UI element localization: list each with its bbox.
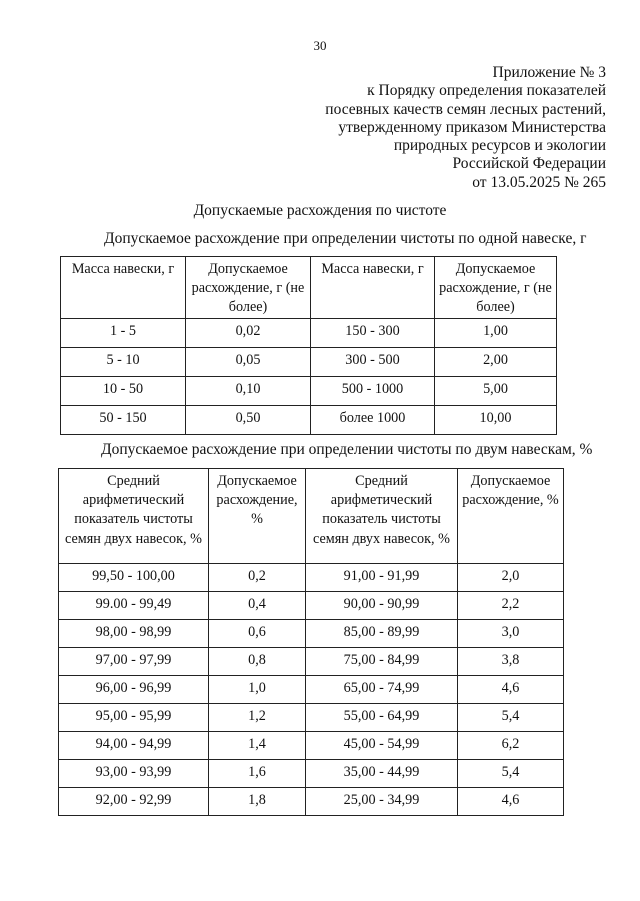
table-row — [59, 704, 564, 732]
column-header: Допускаемое расхождение, г (не более) — [435, 257, 557, 319]
table-cell: 1,6 — [209, 760, 306, 788]
column-header: Допускаемое расхождение, % — [209, 469, 306, 564]
column-header: Средний арифметический показатель чистоты семян двух навесок, % — [306, 469, 458, 564]
table-two-samples — [58, 468, 564, 816]
table-cell: 2,0 — [458, 564, 564, 592]
table-cell: 2,2 — [458, 592, 564, 620]
table-cell: 99.00 - 99,49 — [59, 592, 209, 620]
table-cell: 91,00 - 91,99 — [306, 564, 458, 592]
table-cell: 93,00 - 93,99 — [59, 760, 209, 788]
table-cell: 0,4 — [209, 592, 306, 620]
table-cell: 0,10 — [186, 377, 311, 406]
table-cell: 1,00 — [435, 319, 557, 348]
table-cell: 0,6 — [209, 620, 306, 648]
table-row — [59, 732, 564, 760]
appendix-line: природных ресурсов и экологии — [393, 137, 606, 155]
table-row — [59, 620, 564, 648]
table-cell: 97,00 - 97,99 — [59, 648, 209, 676]
appendix-line: утвержденному приказом Министерства — [338, 118, 606, 136]
table-cell: 0,50 — [186, 406, 311, 435]
table-cell: 75,00 - 84,99 — [306, 648, 458, 676]
appendix-line: от 13.05.2025 № 265 — [472, 173, 606, 191]
table-cell: 65,00 - 74,99 — [306, 676, 458, 704]
column-header: Масса навески, г — [61, 257, 186, 319]
table-header-row — [61, 257, 557, 319]
table-cell: 96,00 - 96,99 — [59, 676, 209, 704]
table-cell: 4,6 — [458, 676, 564, 704]
table-cell: 2,00 — [435, 348, 557, 377]
table-cell: 50 - 150 — [61, 406, 186, 435]
table2-caption: Допускаемое расхождение при определении чистоты по двум навескам, % — [101, 441, 593, 458]
document-title: Допускаемые расхождения по чистоте — [193, 202, 447, 219]
column-header: Допускаемое расхождение, г (не более) — [186, 257, 311, 319]
table-cell: 99,50 - 100,00 — [59, 564, 209, 592]
page-number: 30 — [313, 38, 327, 53]
table-cell: 45,00 - 54,99 — [306, 732, 458, 760]
table-cell: 85,00 - 89,99 — [306, 620, 458, 648]
column-header: Масса навески, г — [311, 257, 435, 319]
appendix-line: к Порядку определения показателей — [367, 82, 606, 100]
column-header: Допускаемое расхождение, % — [458, 469, 564, 564]
table-cell: 3,0 — [458, 620, 564, 648]
table-cell: 1,8 — [209, 788, 306, 816]
table-cell: 92,00 - 92,99 — [59, 788, 209, 816]
table-cell: 5 - 10 — [61, 348, 186, 377]
table-cell: 5,00 — [435, 377, 557, 406]
table-cell: 5,4 — [458, 760, 564, 788]
table-cell: 95,00 - 95,99 — [59, 704, 209, 732]
table-cell: 4,6 — [458, 788, 564, 816]
table-cell: 0,05 — [186, 348, 311, 377]
table-cell: 0,2 — [209, 564, 306, 592]
table-cell: 0,02 — [186, 319, 311, 348]
table-cell: 300 - 500 — [311, 348, 435, 377]
table-row — [59, 676, 564, 704]
table-row — [59, 564, 564, 592]
appendix-line: Приложение № 3 — [492, 64, 606, 81]
appendix-line: посевных качеств семян лесных растений, — [325, 100, 606, 118]
table-cell: 55,00 - 64,99 — [306, 704, 458, 732]
appendix-block — [325, 64, 606, 192]
table-cell: 6,2 — [458, 732, 564, 760]
table-cell: 90,00 - 90,99 — [306, 592, 458, 620]
table-header-row — [59, 469, 564, 564]
appendix-line: Российской Федерации — [452, 155, 606, 173]
table-row — [61, 406, 557, 435]
table-cell: более 1000 — [311, 406, 435, 435]
table-cell: 5,4 — [458, 704, 564, 732]
table-cell: 3,8 — [458, 648, 564, 676]
table1-caption: Допускаемое расхождение при определении чистоты по одной навеске, г — [104, 230, 587, 247]
table-cell: 35,00 - 44,99 — [306, 760, 458, 788]
table-row — [59, 592, 564, 620]
table-cell: 500 - 1000 — [311, 377, 435, 406]
table-row — [59, 788, 564, 816]
table-cell: 1 - 5 — [61, 319, 186, 348]
column-header: Средний арифметический показатель чистоты семян двух навесок, % — [59, 469, 209, 564]
table-cell: 150 - 300 — [311, 319, 435, 348]
table-cell: 1,4 — [209, 732, 306, 760]
table-cell: 25,00 - 34,99 — [306, 788, 458, 816]
table-cell: 94,00 - 94,99 — [59, 732, 209, 760]
table-row — [61, 377, 557, 406]
table-cell: 1,2 — [209, 704, 306, 732]
table-single-sample — [60, 256, 557, 435]
table-row — [61, 348, 557, 377]
table-cell: 10,00 — [435, 406, 557, 435]
table-cell: 98,00 - 98,99 — [59, 620, 209, 648]
table-cell: 10 - 50 — [61, 377, 186, 406]
table-cell: 0,8 — [209, 648, 306, 676]
table-row — [59, 648, 564, 676]
table-row — [59, 760, 564, 788]
table-cell: 1,0 — [209, 676, 306, 704]
table-row — [61, 319, 557, 348]
